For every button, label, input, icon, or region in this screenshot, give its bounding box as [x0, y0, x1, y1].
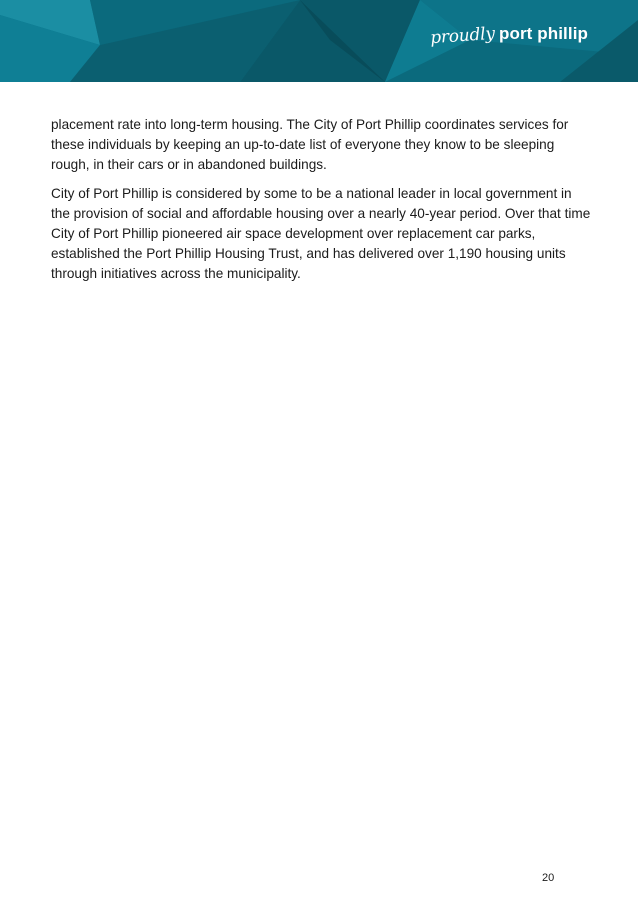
logo-script-text: proudly: [429, 23, 496, 49]
page-number: 20: [542, 872, 555, 884]
proudly-port-phillip-logo: [430, 18, 588, 50]
header-banner: [0, 0, 638, 82]
body-text: [51, 115, 591, 293]
paragraph-2: City of Port Phillip is considered by some to be a national leader in local government in the provision of social and affordable housing over a nearly 40-year period. Over that time City of Port Phillip pioneered air space development over replacement car parks, established the Port Phillip Housing Trust, and has delivered over 1,190 housing units through initiatives across the municipality.: [51, 185, 591, 282]
paragraph-1: placement rate into long-term housing. The City of Port Phillip coordinates services for these individuals by keeping an up-to-date list of everyone they know to be sleeping rough, in their cars or in abandoned buildings.: [51, 117, 569, 173]
logo-bold-text: port phillip: [498, 24, 588, 43]
